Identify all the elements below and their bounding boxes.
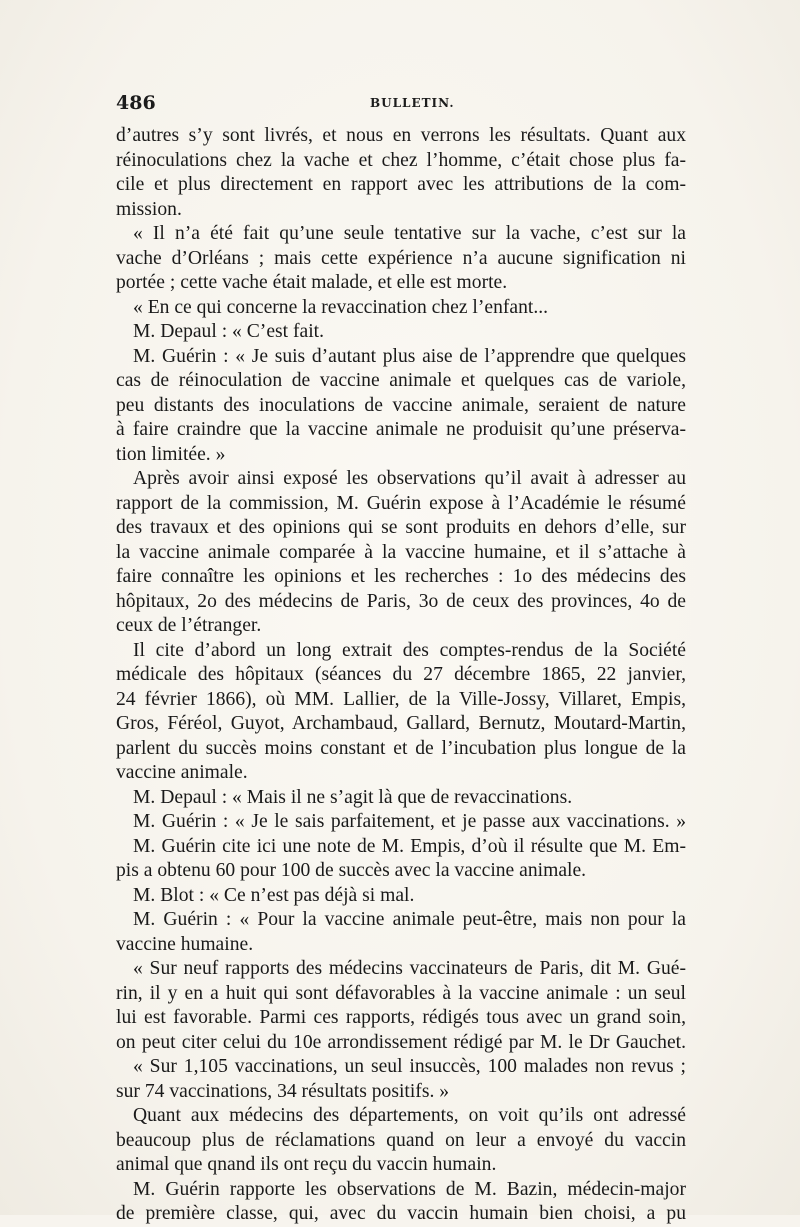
text-line: Il cite d’abord un long extrait des comptes-rendus de la Société xyxy=(133,639,686,661)
text-line: M. Guérin : « Je le sais parfaitement, et je passe aux vaccinations. » xyxy=(133,811,686,832)
text-line: Quant aux médecins des départements, on voit qu’ils ont adressé xyxy=(133,1105,686,1126)
page-header xyxy=(116,92,686,118)
body-text xyxy=(116,124,686,1227)
text-line: M. Guérin cite ici une note de M. Empis, d’où il résulte que M. Em- xyxy=(133,835,686,857)
text-line: M. Guérin rapporte les observations de M. Bazin, médecin-major xyxy=(133,1178,686,1200)
text-line: mission. xyxy=(116,198,182,220)
text-line: M. Blot : « Ce n’est pas déjà si mal. xyxy=(133,884,415,906)
text-line: cile et plus directement en rapport avec les attributions de la com- xyxy=(116,174,686,195)
text-line: parlent du succès moins constant et de l’incubation plus longue de la xyxy=(116,737,686,759)
text-line: sur 74 vaccinations, 34 résultats positifs. » xyxy=(116,1080,450,1102)
text-line: tion limitée. » xyxy=(116,443,226,465)
text-line: de première classe, qui, avec du vaccin humain bien choisi, a pu xyxy=(116,1203,686,1224)
text-line: lui est favorable. Parmi ces rapports, rédigés tous avec un grand soin, xyxy=(116,1007,686,1028)
text-line: des travaux et des opinions qui se sont produits en dehors d’elle, sur xyxy=(116,517,686,538)
text-line: M. Guérin : « Pour la vaccine animale peut-être, mais non pour la xyxy=(133,909,686,930)
page-number: 486 xyxy=(116,92,156,114)
text-line: vache d’Orléans ; mais cette expérience n’a aucune signification ni xyxy=(116,247,686,269)
text-line: réinoculations chez la vache et chez l’homme, c’était chose plus fa- xyxy=(116,149,686,171)
text-line: M. Depaul : « C’est fait. xyxy=(133,321,325,342)
text-line: faire connaître les opinions et les recherches : 1o des médecins des xyxy=(116,566,686,587)
text-line: rin, il y en a huit qui sont défavorables à la vaccine animale : un seul xyxy=(116,982,686,1004)
text-line: peu distants des inoculations de vaccine animale, seraient de nature xyxy=(116,394,686,416)
text-line: d’autres s’y sont livrés, et nous en verrons les résultats. Quant aux xyxy=(116,125,686,146)
text-line: portée ; cette vache était malade, et elle est morte. xyxy=(116,272,508,293)
text-line: « Sur 1,105 vaccinations, un seul insuccès, 100 malades non revus ; xyxy=(133,1056,686,1077)
text-line: « En ce qui concerne la revaccination chez l’enfant... xyxy=(133,296,549,318)
text-line: vaccine humaine. xyxy=(116,933,254,955)
text-line: rapport de la commission, M. Guérin expose à l’Académie le résumé xyxy=(116,492,686,514)
text-line: médicale des hôpitaux (séances du 27 décembre 1865, 22 janvier, xyxy=(116,664,686,685)
text-line: pis a obtenu 60 pour 100 de succès avec la vaccine animale. xyxy=(116,860,587,881)
text-line: on peut citer celui du 10e arrondissement rédigé par M. le Dr Gauchet. xyxy=(116,1031,686,1053)
running-title: BULLETIN. xyxy=(370,96,455,110)
text-line: « Sur neuf rapports des médecins vaccinateurs de Paris, dit M. Gué- xyxy=(133,958,686,979)
text-line: 24 février 1866), où MM. Lallier, de la Ville-Jossy, Villaret, Empis, xyxy=(116,688,686,710)
text-line: ceux de l’étranger. xyxy=(116,615,262,636)
text-line: hôpitaux, 2o des médecins de Paris, 3o de ceux des provinces, 4o de xyxy=(116,590,686,612)
text-line: M. Guérin : « Je suis d’autant plus aise de l’apprendre que quelques xyxy=(133,345,686,367)
text-line: à faire craindre que la vaccine animale ne produisit qu’une préserva- xyxy=(116,419,686,440)
text-line: vaccine animale. xyxy=(116,762,248,783)
text-line: « Il n’a été fait qu’une seule tentative sur la vache, c’est sur la xyxy=(133,223,686,244)
text-line: M. Depaul : « Mais il ne s’agit là que de revaccinations. xyxy=(133,786,573,808)
text-line: la vaccine animale comparée à la vaccine humaine, et il s’attache à xyxy=(116,541,686,563)
text-line: Gros, Féréol, Guyot, Archambaud, Gallard, Bernutz, Moutard-Martin, xyxy=(116,713,686,734)
text-line: animal que qnand ils ont reçu du vaccin humain. xyxy=(116,1154,497,1175)
text-line: cas de réinoculation de vaccine animale et quelques cas de variole, xyxy=(116,370,686,391)
text-line: beaucoup plus de réclamations quand on leur a envoyé du vaccin xyxy=(116,1129,686,1151)
text-line: Après avoir ainsi exposé les observations qu’il avait à adresser au xyxy=(133,468,686,489)
